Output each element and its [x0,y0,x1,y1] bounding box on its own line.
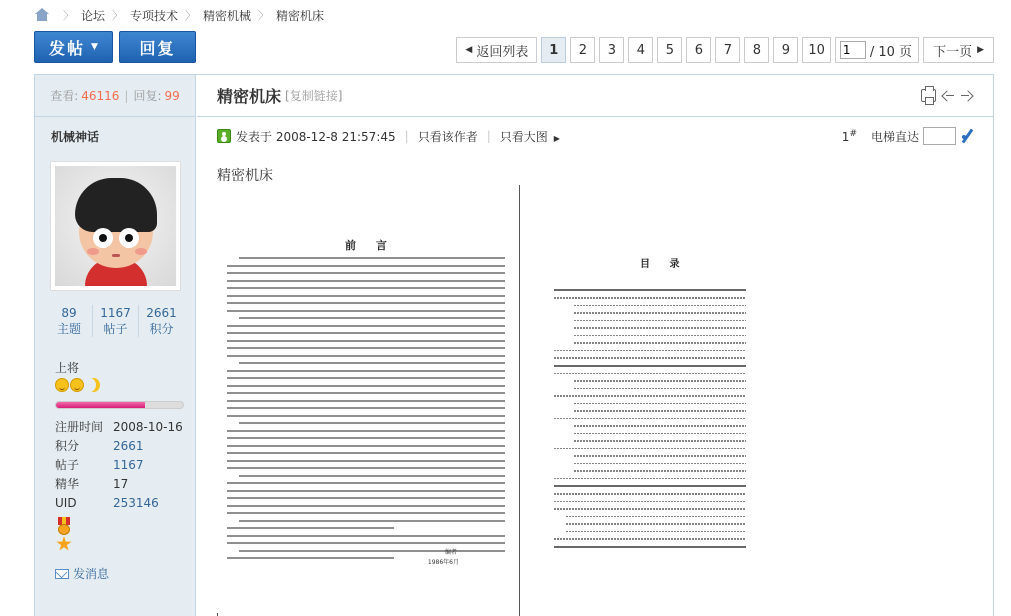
scan-text-line [239,317,505,319]
scan-toc-line [554,508,746,510]
topics-count[interactable] [46,305,92,337]
sun-icon [70,378,84,392]
topics-count-label: 主题 [56,322,81,336]
floor-number[interactable]: 1# [841,128,857,144]
scan-toc-line [574,388,746,390]
scan-text-line [227,482,505,484]
pagination [452,37,994,63]
meta-right [842,127,974,145]
scan-text-line [227,392,505,394]
scan-toc-line [574,342,746,344]
post-meta [217,127,974,145]
scan-text-line [227,302,505,304]
scan-text-line [227,542,505,544]
page-link-6[interactable]: 6 [686,37,711,63]
info-key: 积分 [55,439,80,453]
scan-text-line [239,520,505,522]
scan-text-line [239,257,505,259]
thread-title: 精密机床 [217,87,282,106]
jump-icon[interactable] [960,128,974,144]
send-message-link[interactable] [55,565,109,582]
breadcrumb [34,6,324,24]
scan-toc-line [566,531,746,533]
next-page-label: 下一页 [933,44,973,60]
scan-text-line [227,437,505,439]
page-jump [835,37,919,63]
posts-count[interactable] [92,305,138,337]
scan-toc-line [554,493,746,495]
breadcrumb-separator: 〉 [185,9,197,22]
post-content [197,75,994,616]
info-key: 精华 [55,477,80,491]
prev-thread-icon[interactable] [941,89,955,102]
scan-text-line [227,505,505,507]
scan-page-preface[interactable] [217,185,517,616]
scan-toc-line [554,501,746,503]
scan-toc-line [554,478,746,480]
scan-text-line [227,310,505,312]
scan-toc-line [574,380,746,382]
moon-icon [83,378,96,392]
scan-text-line [227,460,505,462]
scan-text-line [227,452,505,454]
scan-text-line [227,347,505,349]
scan-toc-line [554,395,746,397]
thread-stats [35,75,195,117]
author-info [55,417,195,512]
scan-toc-line [554,418,746,420]
scan-toc-line [574,455,746,457]
scan-toc-line [574,305,746,307]
page-link-3[interactable]: 3 [599,37,624,63]
chevron-right-icon: ▶ [977,45,984,55]
info-key: UID [55,495,77,510]
info-value: 17 [113,476,129,491]
breadcrumb-separator: 〉 [112,9,124,22]
rank-progress-bar [55,401,184,409]
big-image-label: 只看大图 [499,129,548,144]
page-link-4[interactable]: 4 [628,37,653,63]
scan-text-line [227,467,505,469]
scan-toc-line [574,327,746,329]
online-icon [217,129,231,143]
page-link-8[interactable]: 8 [744,37,769,63]
scan-text-line [239,422,505,424]
meta-divider: | [486,129,491,143]
views-count: 46116 [81,88,120,103]
new-post-label: 发帖 [49,38,86,58]
scan-toc-line [574,433,746,435]
info-value[interactable]: 2661 [113,438,144,453]
scan-text-line [227,287,505,289]
scan-text-line [227,272,505,274]
elevator-label: 电梯直达 [870,129,919,144]
scan-signature: 编者 [444,549,457,556]
scan-toc-line [554,373,746,375]
scan-toc-line [554,357,746,359]
rank-stars [55,378,96,392]
scan-text-line [227,497,505,499]
page-link-2[interactable]: 2 [570,37,595,63]
points-count-value: 2661 [146,306,177,320]
author-rank: 上将 [55,361,80,375]
topics-count-value: 89 [61,306,77,320]
author-username[interactable]: 机械神话 [51,130,100,144]
scan-text-line [239,550,505,552]
send-message-label: 发消息 [73,567,110,581]
scan-text-line [227,415,505,417]
scan-toc-line [574,403,746,405]
scan-text-line [227,280,505,282]
info-value: 2008-10-16 [113,419,183,434]
info-value[interactable]: 253146 [113,495,159,510]
posts-count-label: 帖子 [103,322,128,336]
info-row-digest [55,474,195,493]
scan-text-line [227,370,505,372]
scan-toc-line [574,463,746,465]
scan-toc-line [574,470,746,472]
info-row-posts [55,455,195,474]
home-icon[interactable] [34,8,50,22]
replies-count: 99 [164,88,180,103]
total-pages-label: / 10 页 [869,44,913,60]
scan-signature-date: 1986年6月 [427,559,459,566]
scan-text-line [227,430,505,432]
scan-text-line [227,325,505,327]
info-row-points [55,436,195,455]
info-key: 注册时间 [55,420,104,434]
post-frame [34,74,994,616]
scan-toc-line [574,440,746,442]
next-thread-icon[interactable] [960,89,974,102]
page-link-5[interactable]: 5 [657,37,682,63]
meta-divider: | [404,129,409,143]
views-label: 查看: [50,89,79,103]
avatar[interactable] [50,161,181,291]
scan-text-line [227,535,505,537]
points-count[interactable] [138,305,184,337]
back-to-list-label: 返回列表 [476,44,529,60]
scan-text-line [227,407,505,409]
scan-toc-line [554,297,746,299]
scan-page-toc[interactable] [519,185,809,616]
replies-label: 回复: [133,89,162,103]
thread-title-row [197,75,994,117]
scan-toc-line [554,350,746,352]
scan-text-line [227,445,505,447]
scan-toc-line [554,485,746,487]
page-link-9[interactable]: 9 [773,37,798,63]
chevron-left-icon: ◀ [465,45,473,55]
info-value[interactable]: 1167 [113,457,144,472]
sun-icon [55,378,69,392]
scan-text-line [227,332,505,334]
stats-divider: | [124,88,129,103]
scan-text-line [227,557,394,559]
breadcrumb-forum[interactable]: 论坛 [81,8,106,23]
big-image-link[interactable] [500,128,560,145]
scan-text-line [227,377,505,379]
scan-text-line [227,295,505,297]
print-icon[interactable] [921,89,936,102]
scan-toc-text [554,283,746,554]
author-counts [35,305,195,337]
next-page-button[interactable] [923,37,994,63]
info-key: 帖子 [55,458,80,472]
post-time: 发表于 2008-12-8 21:57:45 [236,129,396,144]
rank-progress-fill [56,402,145,408]
scan-text-line [239,362,505,364]
thread-tools [921,89,974,102]
info-row-register [55,417,195,436]
page-link-7[interactable]: 7 [715,37,740,63]
posts-count-value: 1167 [100,306,131,320]
scan-toc-line [574,425,746,427]
back-to-list-button[interactable] [456,37,537,63]
reply-button[interactable] [119,31,196,63]
scan-text-line [227,527,394,529]
scan-toc-line [566,516,746,518]
scan-preface-title: 前 言 [345,239,395,252]
medal-icon[interactable] [55,517,73,535]
scan-text-line [227,355,505,357]
scan-toc-line [574,320,746,322]
scan-toc-line [554,365,746,367]
points-count-label: 积分 [149,322,174,336]
scan-preface-text [227,257,505,565]
breadcrumb-separator: 〉 [63,9,74,22]
page-link-1[interactable]: 1 [541,37,566,63]
scan-text-line [227,340,505,342]
breadcrumb-special-tech[interactable]: 专项技术 [130,8,179,23]
avatar-image [55,166,176,286]
scan-text-line [227,385,505,387]
scan-text-line [239,475,505,477]
scan-toc-line [574,335,746,337]
copy-link[interactable]: [复制链接] [285,89,343,103]
page-number-input[interactable] [840,41,866,59]
breadcrumb-separator: 〉 [258,9,270,22]
new-post-button[interactable] [34,31,113,63]
star-medal-icon[interactable] [55,535,73,553]
scan-toc-line [574,410,746,412]
scan-toc-line [554,448,746,450]
scan-toc-line [554,538,746,540]
breadcrumb-precision-machinery[interactable]: 精密机械 [203,8,252,23]
author-sidebar [35,75,196,616]
scan-text-line [227,400,505,402]
info-row-uid [55,493,195,512]
scan-text-line [227,490,505,492]
scan-toc-line [554,546,746,548]
scan-text-line [227,265,505,267]
chevron-down-icon: ▼ [91,42,98,52]
only-author-link[interactable]: 只看该作者 [417,129,478,144]
scan-toc-line [574,312,746,314]
scan-toc-line [554,289,746,291]
breadcrumb-current[interactable]: 精密机床 [276,8,325,23]
scan-text-line [227,512,505,514]
reply-label: 回复 [139,38,176,58]
scan-toc-line [566,523,746,525]
elevator-input[interactable] [923,127,956,145]
page-link-10[interactable]: 10 [802,37,831,63]
mail-icon [55,569,69,579]
scan-toc-title: 目 录 [640,259,688,270]
post-body-title: 精密机床 [217,168,273,184]
triangle-right-icon: ▶ [553,133,560,143]
